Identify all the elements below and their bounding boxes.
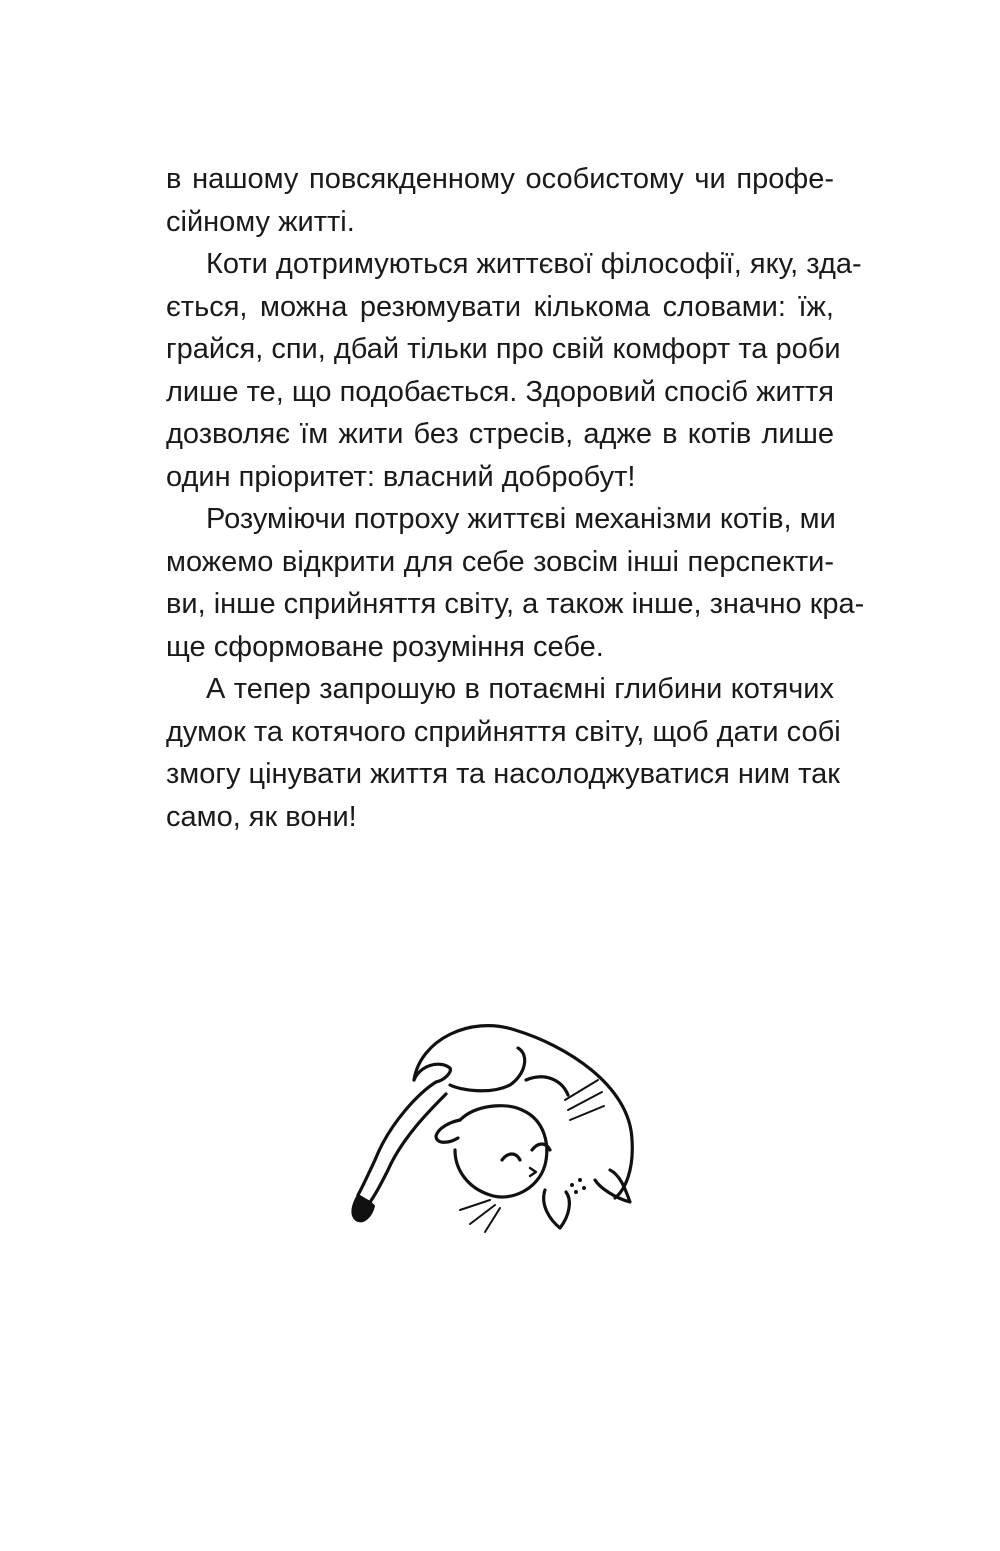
body-text [166,158,865,838]
cat-fold [526,1077,568,1095]
text-line: можемо відкрити для себе зовсім інші перспекти- [166,545,834,578]
text-line: ється, можна резюмувати кількома словами: їж, [166,290,834,323]
text-line: дозволяє їм жити без стресів, адже в котів лише [166,418,834,450]
text-line: лише те, що подобається. Здоровий спосіб життя [166,375,834,408]
cat-ear-left [544,1190,570,1228]
cat-head [455,1106,547,1197]
cat-paw [436,1120,460,1142]
text-line: ще сформоване розуміння себе. [166,630,604,663]
text-line: сійному житті. [166,205,355,238]
text-line: А тепер запрошую в потаємні глибини котячих [206,673,834,705]
text-line: в нашому повсякденному особистому чи профе- [166,163,834,195]
text-line: ви, інше сприйняття світу, а також інше, значно кра- [166,588,865,620]
cat-ear-right [595,1170,630,1202]
text-line: само, як вони! [166,800,357,833]
text-line: Розуміючи потроху життєві механізми котів, ми [206,503,836,535]
text-line: думок та котячого сприйняття світу, щоб дати собі [166,715,841,748]
text-line: Коти дотримуються життєвої філософії, яку, зда- [206,248,862,280]
cat-hind-leg [450,1048,525,1091]
cat-tail [358,1082,436,1195]
text-line: грайся, спи, дбай тільки про свій комфорт та роби [166,333,841,365]
text-line: змогу цінувати життя та насолоджуватися ним так [166,758,840,790]
cat-eye [502,1154,520,1160]
sleeping-cat-icon [340,1010,640,1240]
text-line: один пріоритет: власний добробут! [166,460,636,493]
cat-back [414,1064,450,1082]
cat-nose [530,1168,536,1176]
